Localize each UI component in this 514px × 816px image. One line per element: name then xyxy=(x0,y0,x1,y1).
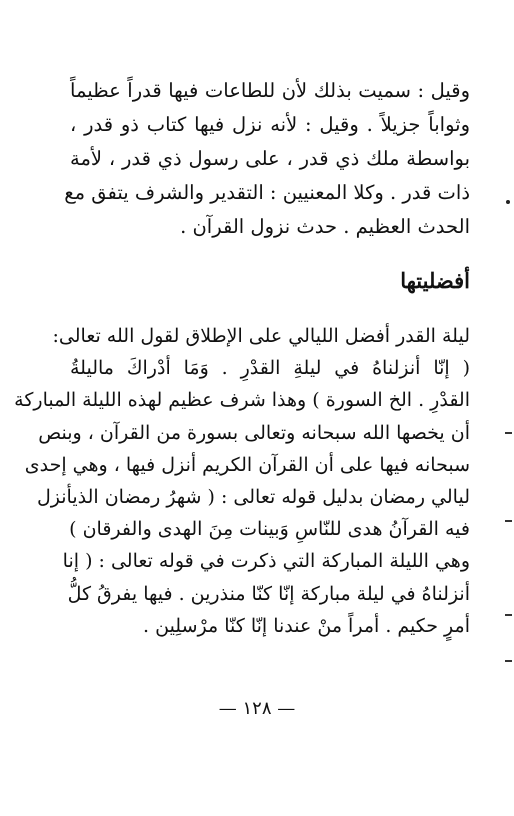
margin-speck xyxy=(506,200,510,204)
paragraph-intro xyxy=(64,74,470,244)
text-line: وقيل : سميت بذلك لأن للطاعات فيها قدراً عظيماً xyxy=(70,79,470,102)
text-line: القدْرِ . الخ السورة ) وهذا شرف عظيم لهذه الليلة المباركة xyxy=(14,389,470,412)
text-line: ذات قدر . وكلا المعنيين : التقدير والشرف يتفق مع xyxy=(64,181,470,204)
page-number: — ١٢٨ — xyxy=(218,698,296,719)
text-line: وثواباً جزيلاً . وقيل : لأنه نزل فيها كتاب ذو قدر ، xyxy=(70,113,470,136)
text-line: ليالي رمضان بدليل قوله تعالى : ( شهرُ رمضان الذيأنزل xyxy=(36,485,470,508)
text-line: فيه القرآنُ هدى للنّاسِ وَبينات مِنَ الهدى والفرقان ) xyxy=(69,518,470,541)
text-line: سبحانه فيها على أن القرآن الكريم أنزل فيها ، وهي إحدى xyxy=(24,453,470,476)
margin-speck xyxy=(505,520,512,522)
section-heading: أفضليتها xyxy=(400,268,470,293)
text-line: ليلة القدر أفضل الليالي على الإطلاق لقول الله تعالى: xyxy=(52,325,470,347)
text-line: وهي الليلة المباركة التي ذكرت في قوله تعالى : ( إنا xyxy=(62,550,470,573)
text-line: بواسطة ملك ذي قدر ، على رسول ذي قدر ، لأمة xyxy=(70,147,470,170)
text-line: الحدث العظيم . حدث نزول القرآن . xyxy=(180,215,470,238)
text-line: أنزلناهُ في ليلة مباركة إنّا كنّا منذرين . فيها يفرقُ كلُّ xyxy=(67,582,470,605)
margin-speck xyxy=(505,660,512,662)
text-line: أمرٍ حكيم . أمراً منْ عندنا إنّا كنّا مرْسلِين . xyxy=(143,614,470,637)
margin-speck xyxy=(505,614,512,616)
margin-speck xyxy=(505,432,512,434)
text-line: أن يخصها الله سبحانه وتعالى بسورة من القرآن ، وبنص xyxy=(38,421,470,444)
text-line: ( إنّا أنزلناهُ في ليلةِ القدْرِ . وَمَا أدْراكَ ماليلةُ xyxy=(70,357,470,380)
paragraph-body xyxy=(14,320,470,642)
